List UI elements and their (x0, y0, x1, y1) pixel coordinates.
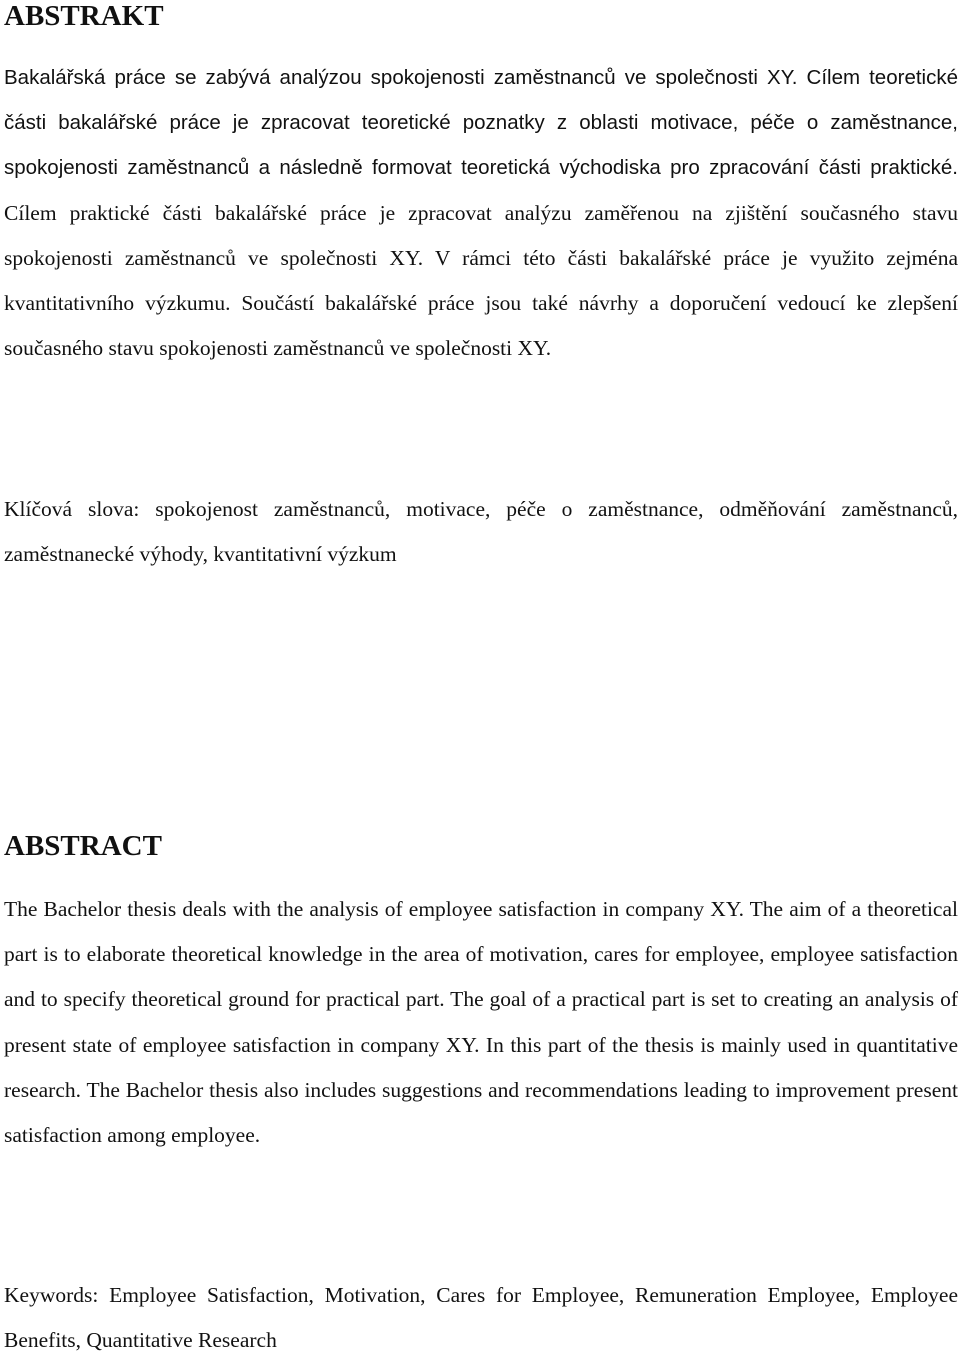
czech-abstract-heading: ABSTRAKT (4, 0, 164, 32)
czech-abstract-text-part1: Bakalářská práce se zabývá analýzou spokojenosti zaměstnanců ve společnosti XY. Cílem teoretické části bakalářské práce je zpracovat teoretické poznatky z oblasti motivace, péče o zaměstnance, spokojenosti zaměstnanců a následně formovat teoretická východiska pro zpracování části praktické. (4, 66, 958, 180)
czech-keywords: Klíčová slova: spokojenost zaměstnanců, motivace, péče o zaměstnance, odměňování zaměstnanců, zaměstnanecké výhody, kvantitativní výzkum (4, 497, 958, 567)
czech-abstract-paragraph (4, 55, 958, 371)
english-abstract-paragraph: The Bachelor thesis deals with the analysis of employee satisfaction in company XY. The aim of a theoretical part is to elaborate theoretical knowledge in the area of motivation, cares for employee, employee satisfaction and to specify theoretical ground for practical part. The goal of a practical part is set to creating an analysis of present state of employee satisfaction in company XY. In this part of the thesis is mainly used in quantitative research. The Bachelor thesis also includes suggestions and recommendations leading to improvement present satisfaction among employee. (4, 897, 958, 1148)
english-abstract-heading: ABSTRACT (4, 830, 162, 862)
english-keywords: Keywords: Employee Satisfaction, Motivation, Cares for Employee, Remuneration Employee, Employee Benefits, Quantitative Research (4, 1283, 958, 1353)
czech-abstract-text-part2: Cílem praktické části bakalářské práce je zpracovat analýzu zaměřenou na zjištění současného stavu spokojenosti zaměstnanců ve společnosti XY. V rámci této části bakalářské práce je využito zejména kvantitativního výzkumu. Součástí bakalářské práce jsou také návrhy a doporučení vedoucí ke zlepšení současného stavu spokojenosti zaměstnanců ve společnosti XY. (4, 200, 958, 361)
